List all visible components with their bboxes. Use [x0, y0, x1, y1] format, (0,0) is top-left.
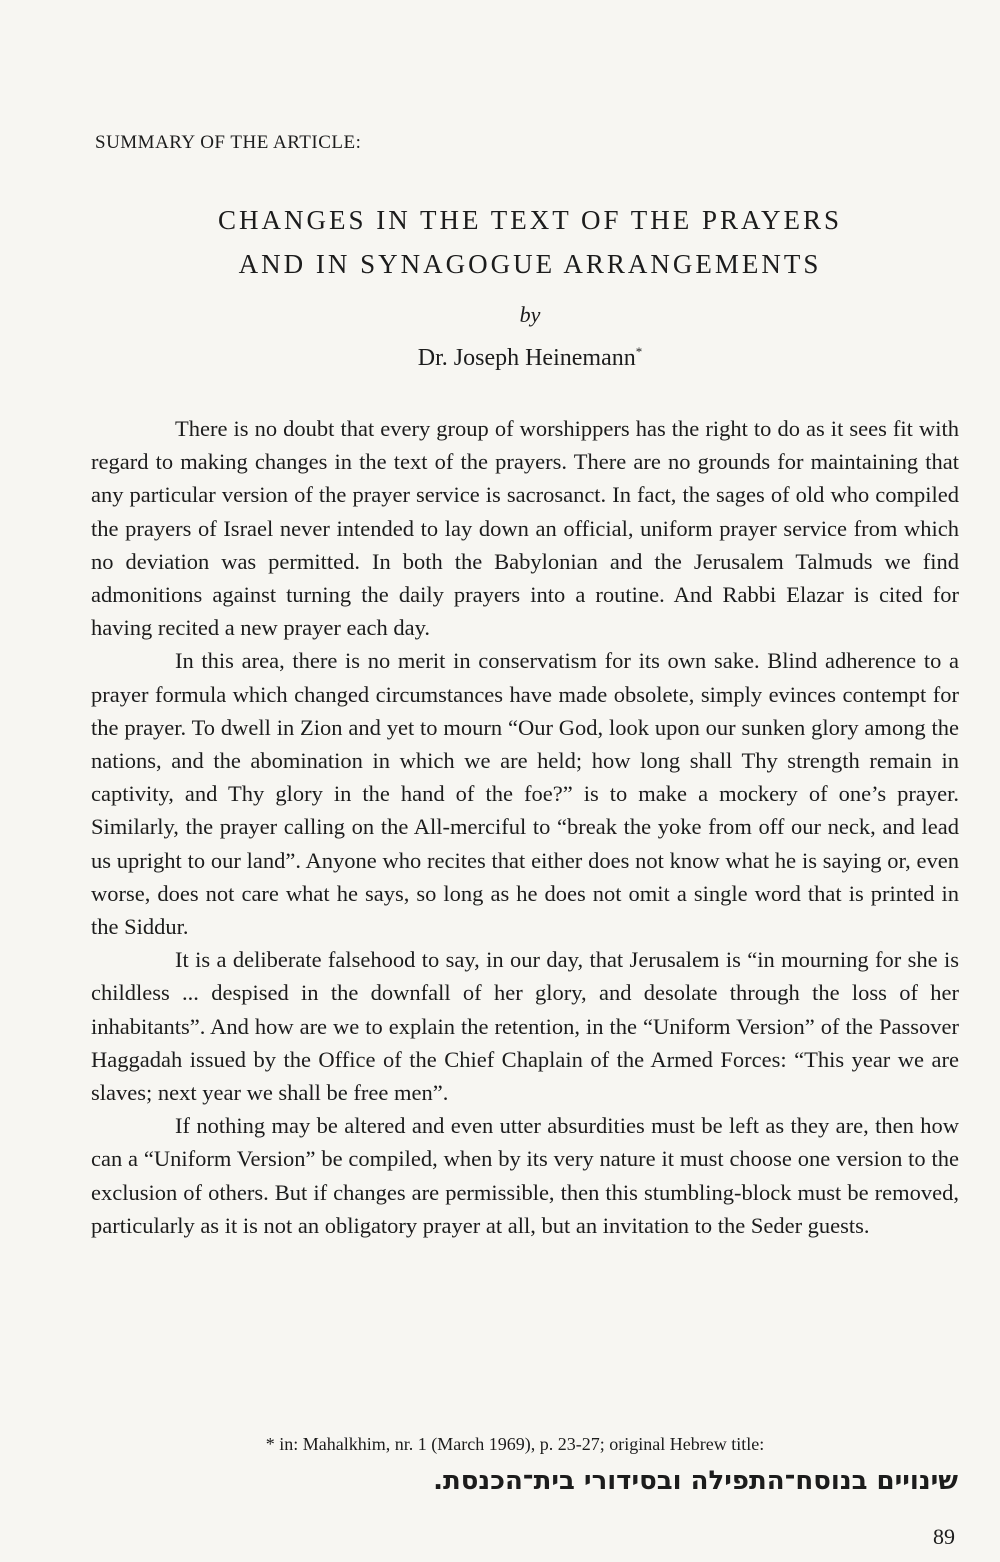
page-number: 89	[933, 1524, 955, 1549]
paragraph-3: It is a deliberate falsehood to say, in our day, that Jerusalem is “in mourning for she is childless ... despised in the downfall of her glory, and desolate through the loss of her inhabitants”. And how are we to explain the retention, in the “Uniform Version” of the Passover Haggadah issued by the Office of the Chief Chaplain of the Armed Forces: “This year we are slaves; next year we shall be free men”.	[91, 947, 959, 1106]
byline-by: by	[519, 302, 541, 327]
article-title-line-1: CHANGES IN THE TEXT OF THE PRAYERS	[217, 205, 843, 235]
article-body	[91, 412, 959, 1242]
footnote: * in: Mahalkhim, nr. 1 (March 1969), p. 23-27; original Hebrew title:	[265, 1434, 765, 1454]
article-title-line-2: AND IN SYNAGOGUE ARRANGEMENTS	[238, 249, 822, 279]
summary-label: SUMMARY OF THE ARTICLE:	[95, 132, 362, 153]
author-name	[0, 344, 1000, 372]
paragraph-2: In this area, there is no merit in conservatism for its own sake. Blind adherence to a prayer formula which changed circumstances have made obsolete, simply evinces contempt for the prayer. To dwell in Zion and yet to mourn “Our God, look upon our sunken glory among the nations, and the abomination in which we are held; how long shall Thy strength remain in captivity, and Thy glory in the hand of the foe?” is to make a mockery of one’s prayer. Similarly, the prayer calling on the All-merciful to “break the yoke from off our neck, and lead us upright to our land”. Anyone who recites that either does not know what he is saying or, even worse, does not care what he says, so long as he does not omit a single word that is printed in the Siddur.	[91, 648, 959, 940]
author-text: Dr. Joseph Heinemann	[417, 345, 636, 371]
footnote-marker: *	[635, 344, 643, 359]
hebrew-title: שינויים בנוסח־התפילה ובסידורי בית־הכנסת.	[433, 1466, 958, 1496]
paragraph-4: If nothing may be altered and even utter absurdities must be left as they are, then how can a “Uniform Version” be compiled, when by its very nature it must choose one version to the exclusion of others. But if changes are permissible, then this stumbling-block must be removed, particularly as it is not an obligatory prayer at all, but an invitation to the Seder guests.	[91, 1113, 959, 1238]
paragraph-1: There is no doubt that every group of worshippers has the right to do as it sees fit with regard to making changes in the text of the prayers. There are no grounds for maintaining that any particular version of the prayer service is sacrosanct. In fact, the sages of old who compiled the prayers of Israel never intended to lay down an official, uniform prayer service from which no deviation was permitted. In both the Babylonian and the Jerusalem Talmuds we find admonitions against turning the daily prayers into a routine. And Rabbi Elazar is cited for having recited a new prayer each day.	[91, 416, 959, 641]
